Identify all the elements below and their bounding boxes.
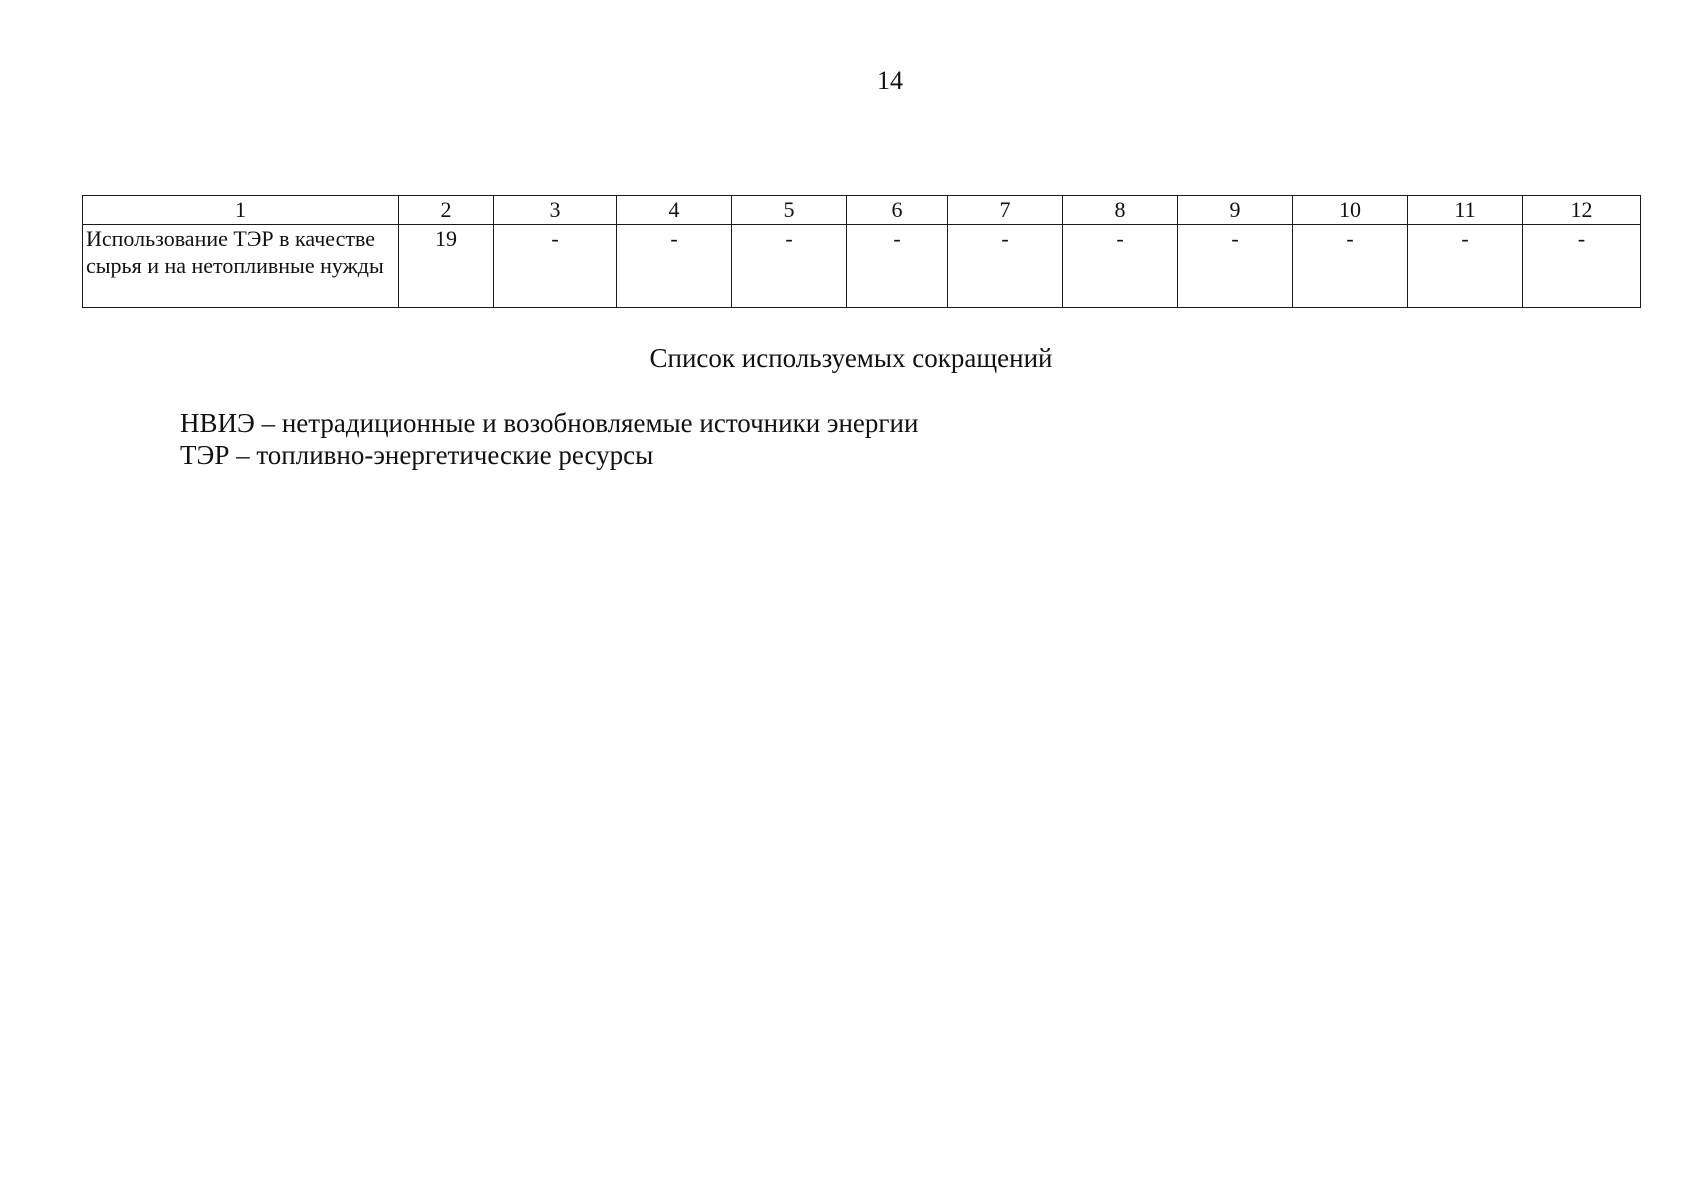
- abbreviations-title: Список используемых сокращений: [649, 343, 1053, 373]
- column-header: 10: [1293, 196, 1408, 225]
- row-label-cell: Использование ТЭР в качестве сырья и на нетопливные нужды: [83, 225, 399, 308]
- abbreviations-list: [180, 407, 918, 471]
- column-header: 1: [83, 196, 399, 225]
- column-header: 3: [494, 196, 617, 225]
- energy-resources-table: [82, 195, 1641, 308]
- table-cell: -: [847, 225, 948, 308]
- column-header: 2: [399, 196, 494, 225]
- table-cell: -: [617, 225, 732, 308]
- abbreviation-item: ТЭР – топливно-энергетические ресурсы: [180, 440, 654, 470]
- table-cell: -: [1063, 225, 1178, 308]
- table-cell: -: [1523, 225, 1641, 308]
- column-header: 7: [948, 196, 1063, 225]
- page-number: 14: [877, 66, 903, 95]
- table-cell: 19: [399, 225, 494, 308]
- table-row: [83, 225, 1641, 308]
- abbreviation-item: НВИЭ – нетрадиционные и возобновляемые источники энергии: [180, 408, 919, 438]
- table-cell: -: [1408, 225, 1523, 308]
- column-header: 8: [1063, 196, 1178, 225]
- column-header: 6: [847, 196, 948, 225]
- table-cell: -: [732, 225, 847, 308]
- column-header: 5: [732, 196, 847, 225]
- column-header: 12: [1523, 196, 1641, 225]
- table-cell: -: [1293, 225, 1408, 308]
- table-cell: -: [494, 225, 617, 308]
- table-cell: -: [948, 225, 1063, 308]
- column-header: 11: [1408, 196, 1523, 225]
- column-header: 9: [1178, 196, 1293, 225]
- table-header-row: [83, 196, 1641, 225]
- column-header: 4: [617, 196, 732, 225]
- table-cell: -: [1178, 225, 1293, 308]
